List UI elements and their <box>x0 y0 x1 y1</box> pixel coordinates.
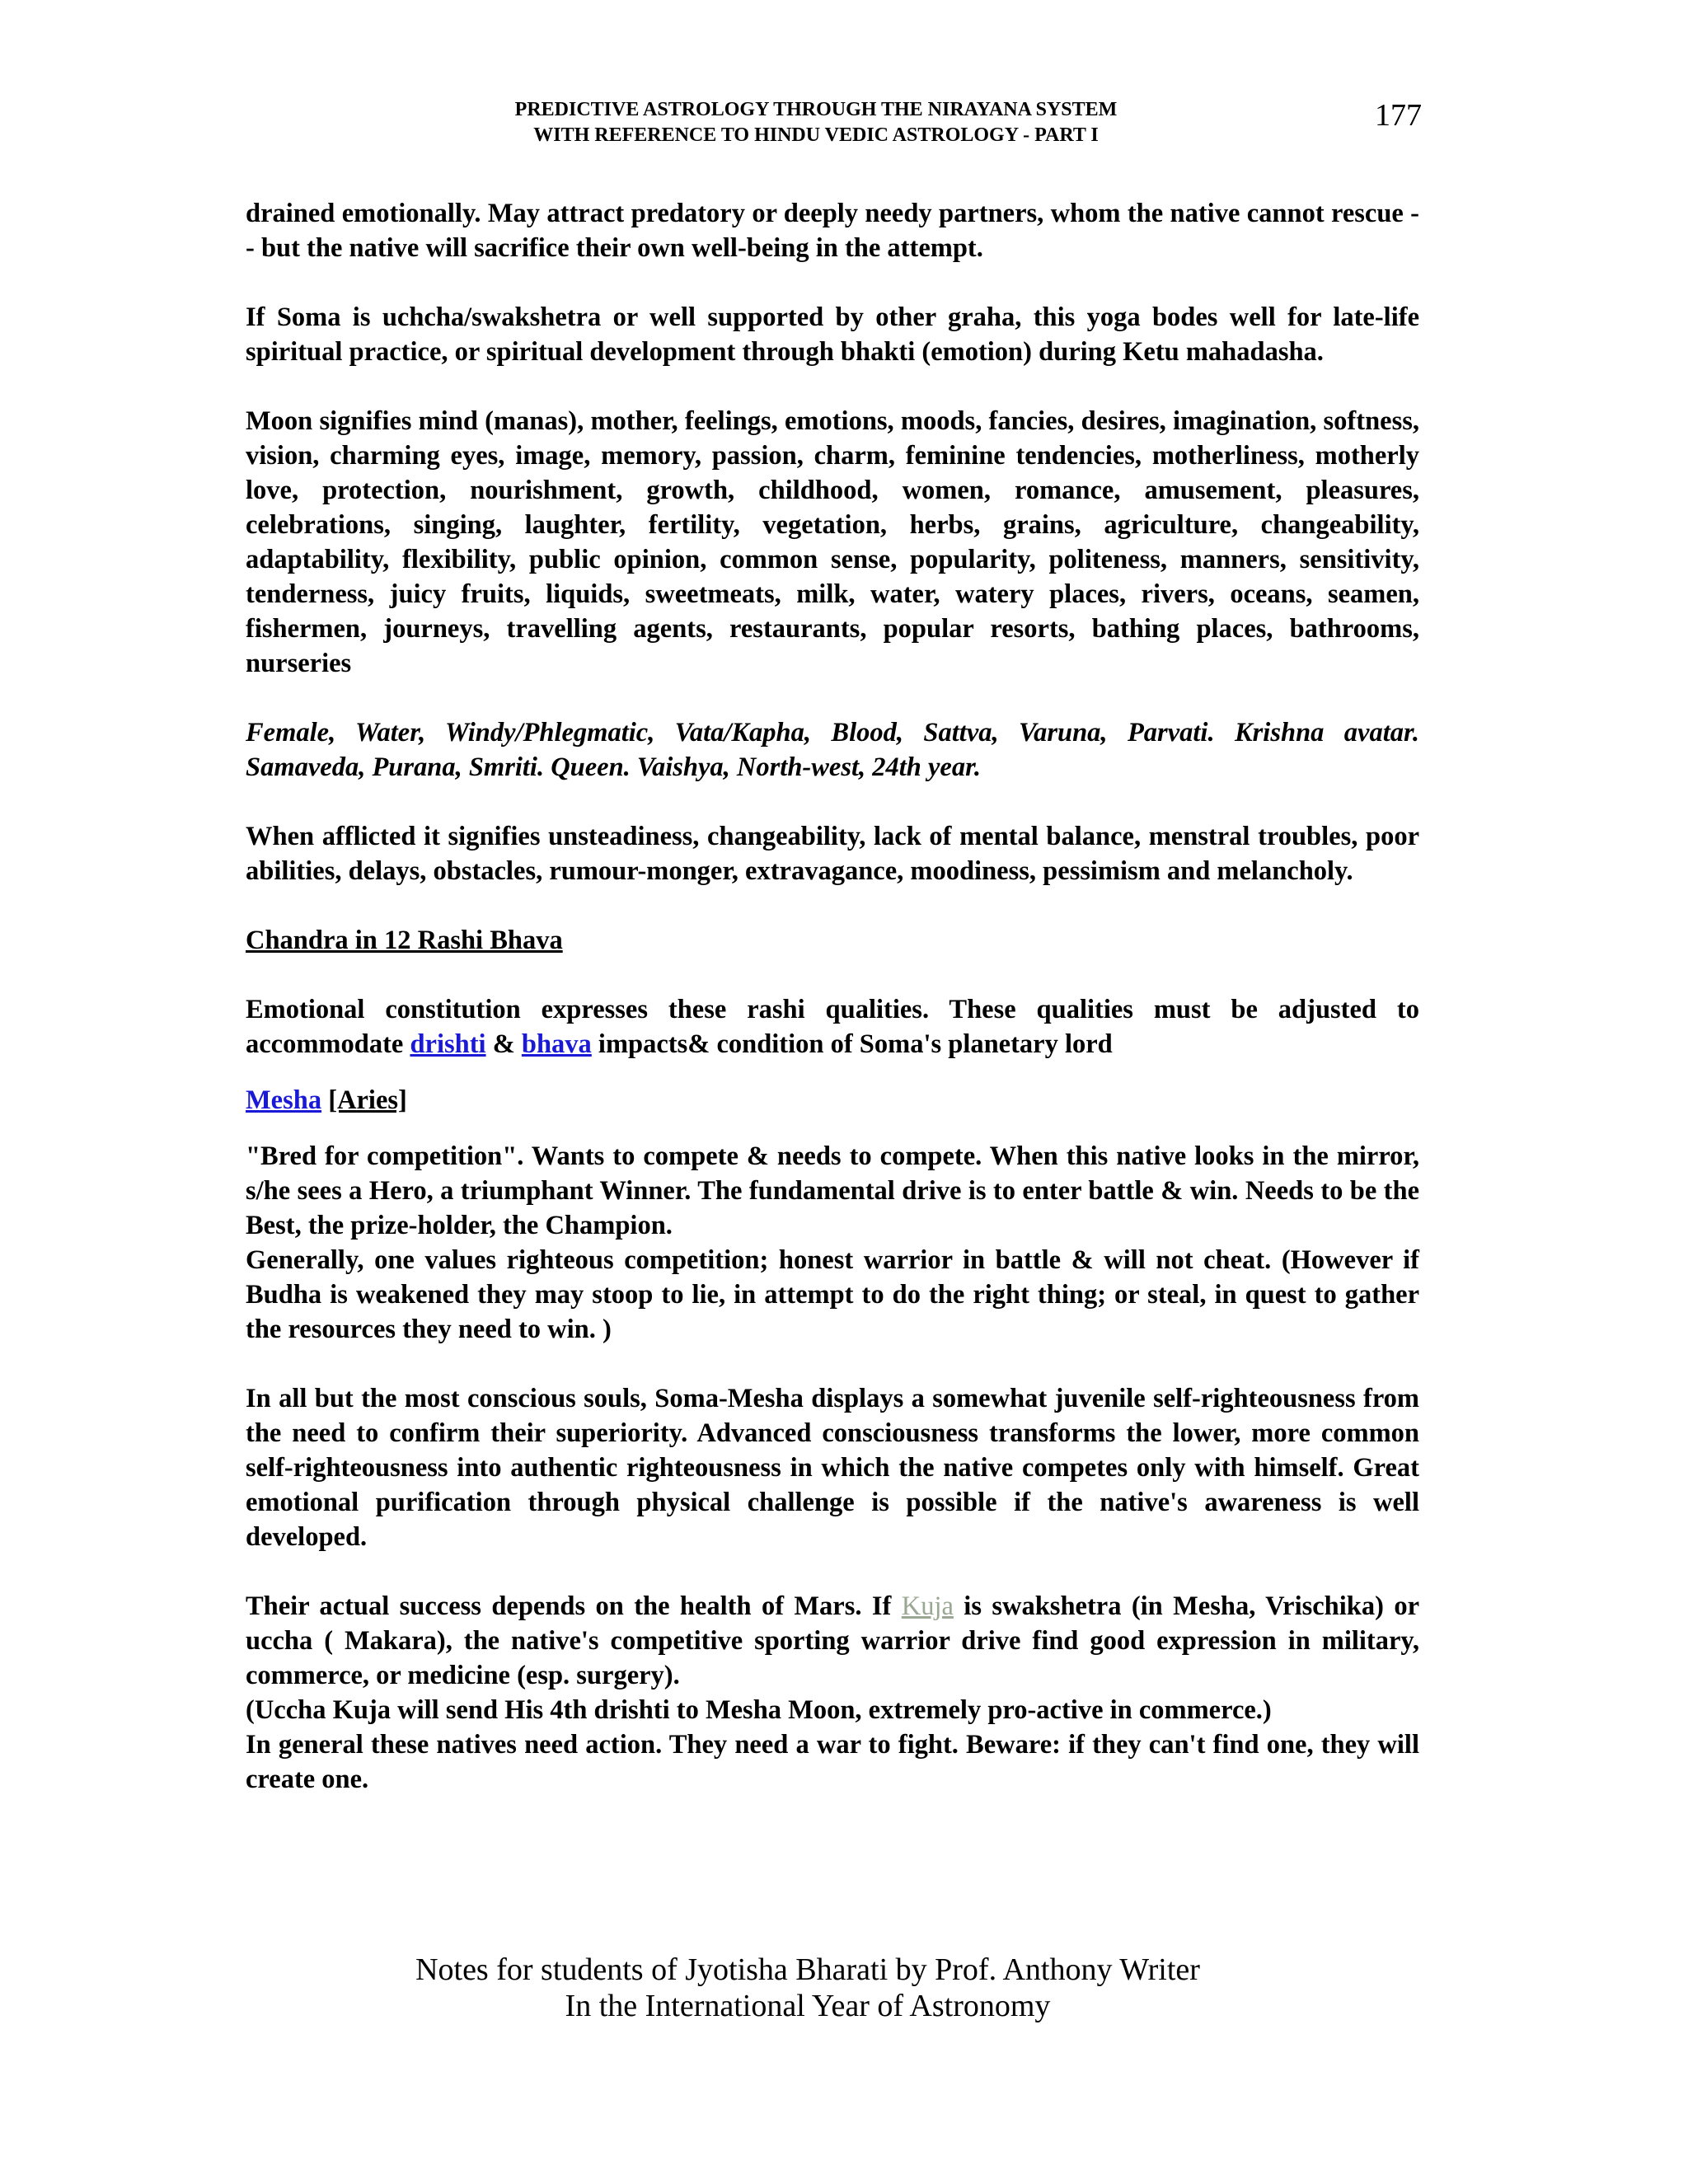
running-header <box>412 97 1220 148</box>
paragraph: In all but the most conscious souls, Soma-Mesha displays a somewhat juvenile self-righteousness from the need to confirm their superiority. Advanced consciousness transforms the lower, more common self-righteousness into authentic righteousness in which the native competes only with himself. Great emotional purification through physical challenge is possible if the native's awareness is well developed. <box>246 1384 1419 1552</box>
paragraph: In general these natives need action. They need a war to fight. Beware: if they can't find one, they will create one. <box>246 1730 1419 1794</box>
header-line-1: PREDICTIVE ASTROLOGY THROUGH THE NIRAYANA SYSTEM <box>514 99 1118 120</box>
bhava-link[interactable]: bhava <box>521 1029 592 1059</box>
page-footer <box>346 1952 1269 2024</box>
aries-label: [Aries] <box>328 1085 407 1115</box>
paragraph-text: is swakshetra (in Mesha, Vrischika) or uccha ( Makara), the native's competitive sporting warrior drive find good expression in military, commerce, or medicine (esp. surgery). <box>246 1591 1419 1690</box>
paragraph-text: Emotional constitution expresses these rashi qualities. These qualities must be adjusted to accommodate <box>246 995 1419 1059</box>
paragraph: When afflicted it signifies unsteadiness, changeability, lack of mental balance, menstral troubles, poor abilities, delays, obstacles, rumour-monger, extravagance, moodiness, pessimism and melancholy. <box>246 822 1419 886</box>
mesha-link[interactable]: Mesha <box>246 1085 322 1115</box>
kuja-link[interactable]: Kuja <box>901 1591 954 1621</box>
paragraph: (Uccha Kuja will send His 4th drishti to Mesha Moon, extremely pro-active in commerce.) <box>246 1695 1272 1725</box>
attributes-paragraph: Female, Water, Windy/Phlegmatic, Vata/Kapha, Blood, Sattva, Varuna, Parvati. Krishna avatar. Samaveda, Purana, Smriti. Queen. Vaishya, North-west, 24th year. <box>246 718 1419 782</box>
page-number: 177 <box>1375 98 1422 133</box>
paragraph: If Soma is uchcha/swakshetra or well supported by other graha, this yoga bodes well for late-life spiritual practice, or spiritual development through bhakti (emotion) during Ketu mahadasha. <box>246 302 1419 367</box>
paragraph-text: Their actual success depends on the health of Mars. If <box>246 1591 902 1621</box>
paragraph: Generally, one values righteous competition; honest warrior in battle & will not cheat. (However if Budha is weakened they may stoop to lie, in attempt to do the right thing; or steal, in quest to gather the resources they need to win. ) <box>246 1245 1419 1344</box>
footer-line-2: In the International Year of Astronomy <box>565 1989 1051 2023</box>
paragraph: "Bred for competition". Wants to compete & needs to compete. When this native looks in the mirror, s/he sees a Hero, a triumphant Winner. The fundamental drive is to enter battle & win. Needs to be the Best, the prize-holder, the Champion. <box>246 1141 1419 1240</box>
page-body <box>246 196 1419 1797</box>
paragraph: Moon signifies mind (manas), mother, feelings, emotions, moods, fancies, desires, imagination, softness, vision, charming eyes, image, memory, passion, charm, feminine tendencies, motherliness, motherly love, protection, nourishment, growth, childhood, women, romance, amusement, pleasures, celebrations, singing, laughter, fertility, vegetation, herbs, grains, agriculture, changeability, adaptability, flexibility, public opinion, common sense, popularity, politeness, manners, sensitivity, tenderness, juicy fruits, liquids, sweetmeats, milk, water, watery places, rivers, oceans, seamen, fishermen, journeys, travelling agents, restaurants, popular resorts, bathing places, bathrooms, nurseries <box>246 406 1419 678</box>
section-heading: Chandra in 12 Rashi Bhava <box>246 926 563 955</box>
paragraph <box>246 992 1419 1062</box>
paragraph <box>246 1589 1419 1693</box>
drishti-link[interactable]: drishti <box>410 1029 486 1059</box>
footer-line-1: Notes for students of Jyotisha Bharati by Prof. Anthony Writer <box>415 1952 1200 1987</box>
subsection-heading <box>246 1083 1419 1118</box>
paragraph: drained emotionally. May attract predatory or deeply needy partners, whom the native cannot rescue -- but the native will sacrifice their own well-being in the attempt. <box>246 199 1419 263</box>
header-line-2: WITH REFERENCE TO HINDU VEDIC ASTROLOGY - PART I <box>533 124 1099 146</box>
paragraph-text: impacts& condition of Soma's planetary lord <box>591 1029 1113 1059</box>
paragraph-text: & <box>485 1029 522 1059</box>
